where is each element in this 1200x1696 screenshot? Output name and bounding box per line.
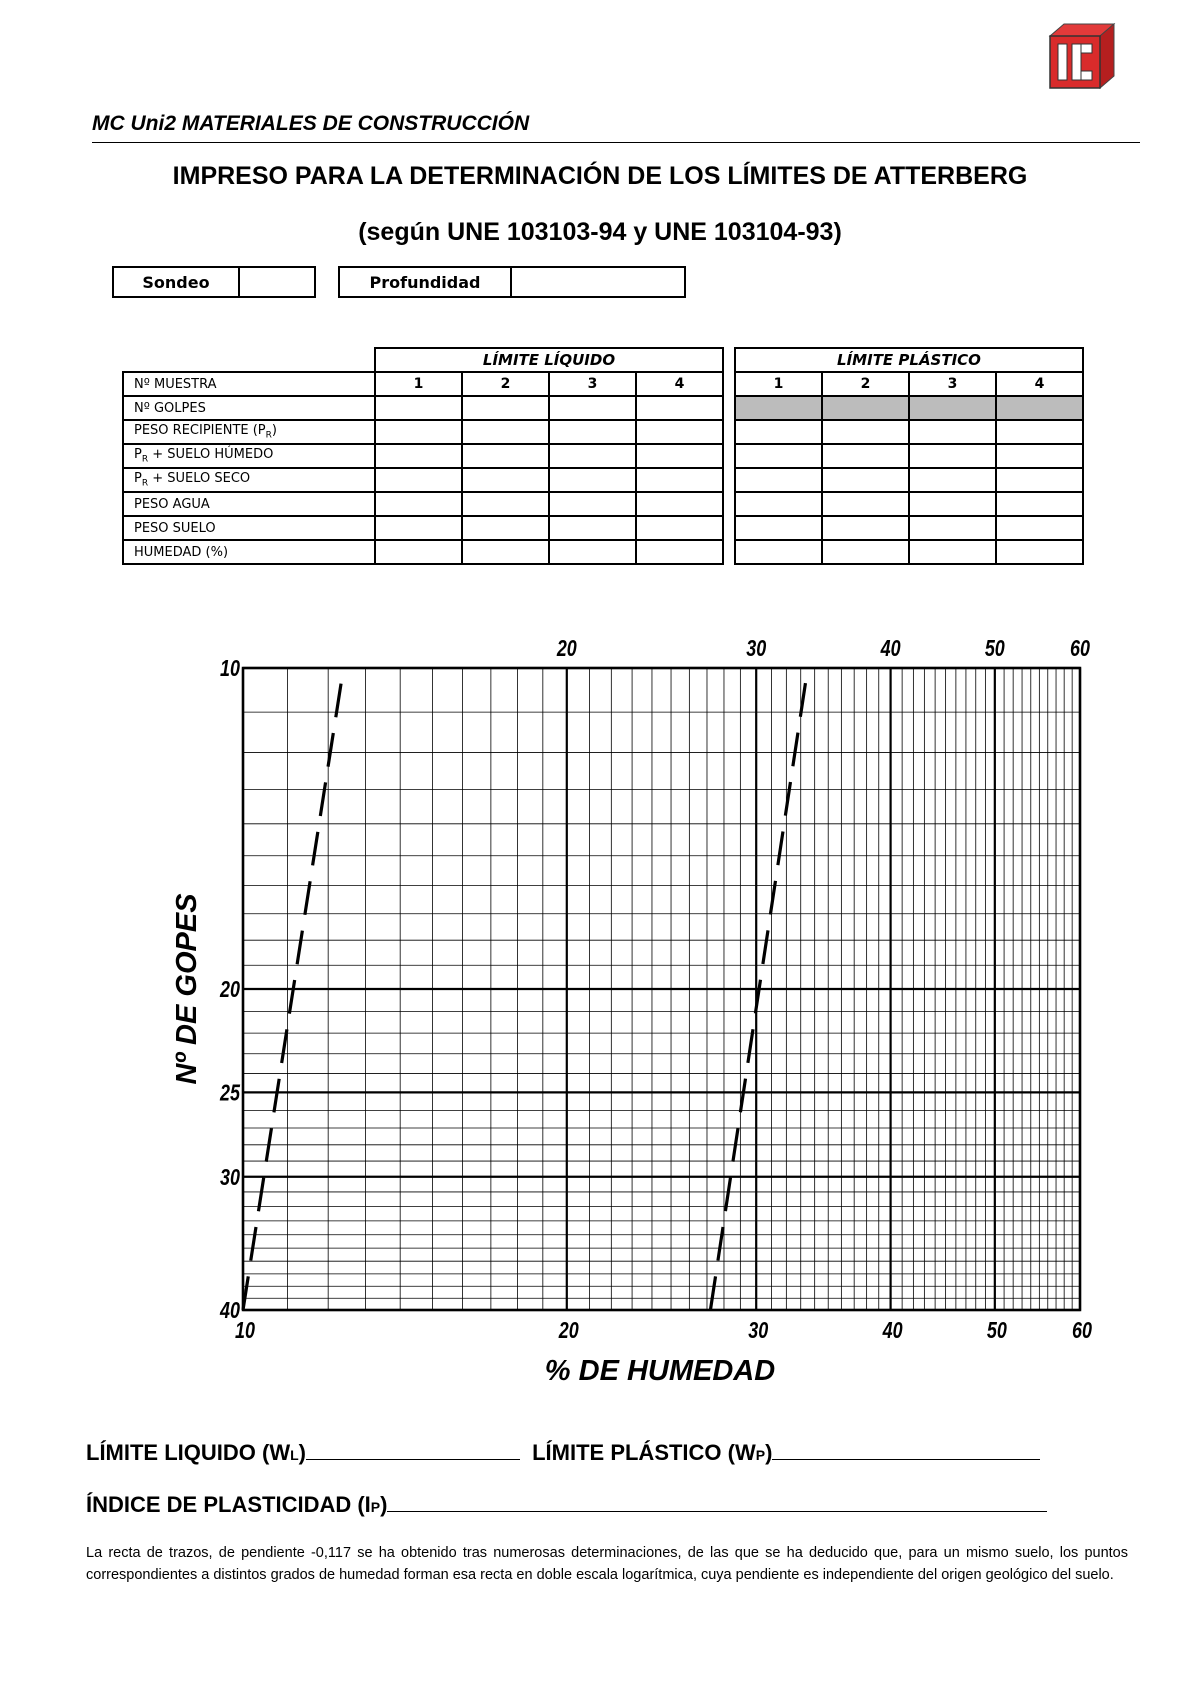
- plastic-cell[interactable]: [822, 420, 909, 444]
- liquid-cell[interactable]: [462, 468, 549, 492]
- profundidad-field[interactable]: [512, 268, 684, 296]
- plastic-limit-table: [734, 347, 1084, 565]
- liquid-limit-paren: ): [298, 1440, 306, 1465]
- y-axis-label: Nº DE GOPES: [171, 893, 203, 1085]
- plastic-cell[interactable]: [996, 420, 1083, 444]
- plastic-cell[interactable]: [909, 492, 996, 516]
- liquid-sample-number: 4: [636, 372, 723, 396]
- plastic-cell[interactable]: [909, 516, 996, 540]
- table-row: [735, 516, 1083, 540]
- x-top-tick-label: 50: [984, 635, 1005, 662]
- plasticity-index-paren: ): [380, 1492, 388, 1517]
- liquid-cell[interactable]: [375, 492, 462, 516]
- plastic-sample-number: 1: [735, 372, 822, 396]
- liquid-cell[interactable]: [549, 420, 636, 444]
- sondeo-field[interactable]: [240, 268, 314, 296]
- plastic-cell[interactable]: [909, 444, 996, 468]
- plastic-cell[interactable]: [996, 492, 1083, 516]
- profundidad-label: Profundidad: [340, 268, 512, 296]
- y-tick-label: 10: [220, 655, 240, 682]
- plastic-cell[interactable]: [909, 420, 996, 444]
- profundidad-box: [338, 266, 686, 298]
- plastic-cell[interactable]: [822, 444, 909, 468]
- liquid-cell[interactable]: [549, 492, 636, 516]
- y-tick-label: 30: [220, 1164, 240, 1191]
- x-tick-label: 10: [235, 1317, 255, 1344]
- liquid-cell[interactable]: [636, 492, 723, 516]
- table-row: [123, 540, 723, 564]
- liquid-cell[interactable]: [549, 444, 636, 468]
- atterberg-chart: [160, 620, 1100, 1410]
- plastic-cell-disabled: [822, 396, 909, 420]
- plastic-cell[interactable]: [735, 468, 822, 492]
- liquid-limit-label: LÍMITE LIQUIDO (W: [86, 1440, 291, 1465]
- liquid-cell[interactable]: [375, 420, 462, 444]
- plastic-cell-disabled: [996, 396, 1083, 420]
- x-top-tick-label: 60: [1070, 635, 1090, 662]
- liquid-cell[interactable]: [549, 468, 636, 492]
- liquid-cell[interactable]: [636, 396, 723, 420]
- liquid-cell[interactable]: [462, 396, 549, 420]
- liquid-cell[interactable]: [462, 540, 549, 564]
- row-label: $P_R$ + SUELO HÚMEDO: [123, 444, 375, 468]
- plastic-cell[interactable]: [735, 420, 822, 444]
- plastic-cell[interactable]: [909, 540, 996, 564]
- plastic-cell-disabled: [735, 396, 822, 420]
- liquid-sample-number: 1: [375, 372, 462, 396]
- table-row: [735, 492, 1083, 516]
- y-tick-label: 20: [220, 976, 240, 1003]
- y-tick-label: 25: [220, 1080, 240, 1106]
- liquid-cell[interactable]: [462, 444, 549, 468]
- sondeo-box: [112, 266, 316, 298]
- plasticity-index-field[interactable]: [387, 1493, 1047, 1512]
- plastic-sample-number: 3: [909, 372, 996, 396]
- course-title: MC Uni2 MATERIALES DE CONSTRUCCIÓN: [92, 112, 530, 135]
- table-row: [735, 420, 1083, 444]
- plastic-cell[interactable]: [996, 444, 1083, 468]
- x-axis-label: % DE HUMEDAD: [544, 1355, 776, 1387]
- plastic-cell[interactable]: [735, 516, 822, 540]
- plastic-cell-disabled: [909, 396, 996, 420]
- x-tick-label: 60: [1072, 1317, 1092, 1344]
- plastic-cell[interactable]: [996, 540, 1083, 564]
- plastic-cell[interactable]: [822, 516, 909, 540]
- plastic-sample-number: 4: [996, 372, 1083, 396]
- plastic-sample-number: 2: [822, 372, 909, 396]
- plastic-limit-sub: P: [755, 1447, 766, 1463]
- table-row: [735, 468, 1083, 492]
- liquid-limit-sub: L: [290, 1447, 299, 1463]
- liquid-cell[interactable]: [636, 468, 723, 492]
- explanatory-note: La recta de trazos, de pendiente -0,117 se ha obtenido tras numerosas determinaciones, de las que se ha deducido que, para un mismo suelo, los puntos correspondientes a distintos grados de humedad forman esa recta en doble escala logarítmica, cuya pendiente es independiente del origen geológico del suelo.: [86, 1545, 1128, 1583]
- liquid-sample-number: 2: [462, 372, 549, 396]
- liquid-cell[interactable]: [462, 516, 549, 540]
- liquid-cell[interactable]: [375, 540, 462, 564]
- plastic-limit-field[interactable]: [772, 1441, 1040, 1460]
- x-top-tick-label: 20: [556, 635, 577, 662]
- liquid-cell[interactable]: [375, 516, 462, 540]
- plastic-cell[interactable]: [735, 444, 822, 468]
- row-label: PESO AGUA: [123, 492, 375, 516]
- document-subtitle: (según UNE 103103-94 y UNE 103104-93): [358, 218, 842, 246]
- plastic-limit-paren: ): [765, 1440, 773, 1465]
- liquid-cell[interactable]: [375, 444, 462, 468]
- plastic-cell[interactable]: [996, 516, 1083, 540]
- x-tick-label: 50: [986, 1317, 1007, 1344]
- plastic-cell[interactable]: [996, 468, 1083, 492]
- liquid-cell[interactable]: [549, 540, 636, 564]
- liquid-cell[interactable]: [462, 420, 549, 444]
- table-row: [123, 516, 723, 540]
- liquid-limit-table: [122, 347, 724, 565]
- row-label: HUMEDAD (%): [123, 540, 375, 564]
- liquid-limit-field[interactable]: [306, 1441, 520, 1460]
- limits-result-line: [86, 1440, 1040, 1466]
- x-tick-label: 20: [558, 1317, 579, 1344]
- liquid-limit-header: LÍMITE LÍQUIDO: [375, 348, 723, 372]
- table-row: [123, 372, 723, 396]
- plastic-cell[interactable]: [822, 468, 909, 492]
- liquid-cell[interactable]: [375, 468, 462, 492]
- liquid-cell[interactable]: [375, 396, 462, 420]
- liquid-cell[interactable]: [636, 540, 723, 564]
- plastic-cell[interactable]: [735, 540, 822, 564]
- liquid-cell[interactable]: [636, 516, 723, 540]
- liquid-cell[interactable]: [636, 420, 723, 444]
- table-row: [123, 492, 723, 516]
- liquid-cell[interactable]: [549, 396, 636, 420]
- course-header: [92, 110, 1140, 143]
- table-row: [123, 444, 723, 468]
- x-tick-label: 30: [748, 1317, 769, 1344]
- sondeo-label: Sondeo: [114, 268, 240, 296]
- table-row: [735, 372, 1083, 396]
- row-label: PESO SUELO: [123, 516, 375, 540]
- liquid-sample-number: 3: [549, 372, 636, 396]
- plastic-cell[interactable]: [909, 468, 996, 492]
- plastic-cell[interactable]: [822, 492, 909, 516]
- liquid-cell[interactable]: [636, 444, 723, 468]
- row-label: Nº GOLPES: [123, 396, 375, 420]
- table-row: [735, 396, 1083, 420]
- x-top-tick-label: 40: [880, 635, 901, 662]
- plastic-cell[interactable]: [822, 540, 909, 564]
- y-tick-label: 40: [220, 1297, 240, 1324]
- liquid-cell[interactable]: [462, 492, 549, 516]
- row-label: PESO RECIPIENTE $(P_R)$: [123, 420, 375, 444]
- plasticity-index-label: ÍNDICE DE PLASTICIDAD (I: [86, 1492, 371, 1517]
- table-row: [735, 444, 1083, 468]
- plasticity-index-line: [86, 1492, 1047, 1518]
- x-top-tick-label: 30: [746, 635, 767, 662]
- liquid-cell[interactable]: [549, 516, 636, 540]
- row-label: Nº MUESTRA: [123, 372, 375, 396]
- table-row: [123, 420, 723, 444]
- plastic-limit-label: LÍMITE PLÁSTICO (W: [532, 1440, 756, 1465]
- row-label: $P_R$ + SUELO SECO: [123, 468, 375, 492]
- table-row: [735, 540, 1083, 564]
- document-title: IMPRESO PARA LA DETERMINACIÓN DE LOS LÍMITES DE ATTERBERG: [172, 162, 1028, 190]
- plastic-limit-header: LÍMITE PLÁSTICO: [735, 348, 1083, 372]
- x-tick-label: 40: [882, 1317, 903, 1344]
- plasticity-index-sub: P: [370, 1499, 381, 1515]
- mc-logo-icon: [1040, 18, 1120, 90]
- table-row: [123, 396, 723, 420]
- plastic-cell[interactable]: [735, 492, 822, 516]
- table-row: [123, 468, 723, 492]
